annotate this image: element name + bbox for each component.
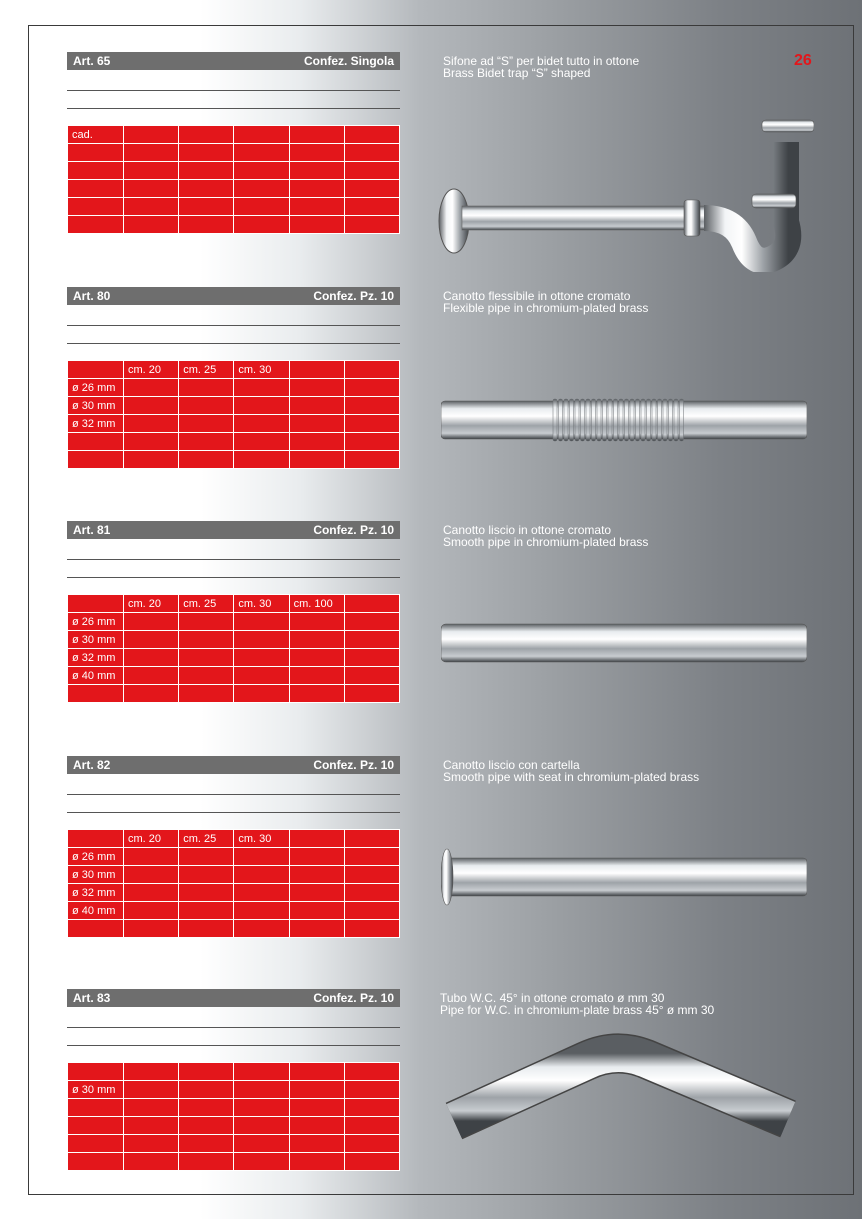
table-row (68, 830, 400, 848)
table-cell (234, 902, 289, 920)
table-cell (344, 1081, 399, 1099)
table-cell (344, 685, 399, 703)
article-code: Art. 80 (73, 289, 111, 303)
table-row (68, 162, 400, 180)
divider-line (67, 343, 400, 344)
table-cell (289, 180, 344, 198)
table-cell (124, 1081, 179, 1099)
table-row (68, 198, 400, 216)
table-cell (344, 884, 399, 902)
table-cell (234, 631, 289, 649)
table-cell (344, 144, 399, 162)
product-section (0, 989, 862, 1219)
table-cell (344, 361, 399, 379)
table-cell (68, 162, 124, 180)
divider-line (67, 559, 400, 560)
table-cell (179, 613, 234, 631)
product-description (443, 55, 843, 79)
description-italian: Sifone ad “S” per bidet tutto in ottone (443, 54, 640, 68)
table-cell (179, 1099, 234, 1117)
table-cell (289, 884, 344, 902)
table-cell (124, 902, 179, 920)
table-cell (179, 1063, 234, 1081)
description-english: Brass Bidet trap “S” shaped (443, 66, 591, 80)
table-cell: ø 26 mm (68, 379, 124, 397)
description-english: Flexible pipe in chromium-plated brass (443, 301, 649, 315)
table-cell (68, 433, 124, 451)
table-cell: cm. 20 (124, 595, 179, 613)
table-row (68, 379, 400, 397)
table-cell (289, 631, 344, 649)
table-cell (344, 1117, 399, 1135)
table-cell (289, 685, 344, 703)
table-cell (124, 848, 179, 866)
table-cell (289, 162, 344, 180)
page-number: 26 (794, 52, 812, 69)
product-section (0, 287, 862, 517)
table-cell: cm. 30 (234, 361, 289, 379)
table-cell (289, 433, 344, 451)
table-cell (179, 1081, 234, 1099)
table-cell (124, 180, 179, 198)
table-cell (344, 830, 399, 848)
price-table (67, 125, 400, 234)
table-cell (179, 848, 234, 866)
table-cell (179, 451, 234, 469)
packaging-info: Confez. Pz. 10 (313, 289, 394, 303)
s-trap-bidet-siphon-image (434, 82, 814, 277)
table-cell (179, 379, 234, 397)
table-cell (289, 1099, 344, 1117)
table-cell (289, 866, 344, 884)
table-cell (344, 397, 399, 415)
product-description (443, 524, 843, 548)
table-cell (124, 631, 179, 649)
table-cell (179, 216, 234, 234)
table-cell (289, 1117, 344, 1135)
table-row (68, 848, 400, 866)
table-cell (124, 451, 179, 469)
table-cell (179, 1153, 234, 1171)
table-cell (234, 1099, 289, 1117)
table-cell (234, 415, 289, 433)
table-cell (344, 162, 399, 180)
product-section (0, 521, 862, 751)
table-cell (234, 848, 289, 866)
table-cell: cm. 25 (179, 361, 234, 379)
table-cell (344, 433, 399, 451)
table-cell: ø 32 mm (68, 649, 124, 667)
table-cell (124, 216, 179, 234)
table-cell (234, 198, 289, 216)
table-cell (179, 1135, 234, 1153)
article-header-bar (67, 287, 400, 305)
table-row (68, 433, 400, 451)
table-cell (234, 397, 289, 415)
table-row (68, 613, 400, 631)
table-cell (68, 1063, 124, 1081)
table-cell (344, 866, 399, 884)
table-cell (344, 667, 399, 685)
table-cell (68, 1099, 124, 1117)
table-cell (124, 379, 179, 397)
table-cell (124, 144, 179, 162)
table-cell (344, 1153, 399, 1171)
table-cell (68, 1135, 124, 1153)
table-row (68, 1117, 400, 1135)
table-row (68, 126, 400, 144)
article-header-bar (67, 521, 400, 539)
table-cell (344, 631, 399, 649)
table-row (68, 667, 400, 685)
table-cell (344, 902, 399, 920)
table-row (68, 144, 400, 162)
table-cell (344, 126, 399, 144)
divider-line (67, 325, 400, 326)
table-cell (179, 433, 234, 451)
table-cell (124, 433, 179, 451)
table-cell (68, 685, 124, 703)
table-row (68, 397, 400, 415)
table-cell (234, 920, 289, 938)
packaging-info: Confez. Pz. 10 (313, 523, 394, 537)
table-cell: cm. 30 (234, 595, 289, 613)
divider-line (67, 108, 400, 109)
table-cell (68, 595, 124, 613)
table-row (68, 866, 400, 884)
table-cell: ø 30 mm (68, 866, 124, 884)
table-row (68, 902, 400, 920)
table-cell: ø 26 mm (68, 848, 124, 866)
table-cell (289, 397, 344, 415)
article-code: Art. 82 (73, 758, 111, 772)
table-row (68, 920, 400, 938)
table-cell (179, 902, 234, 920)
table-row (68, 631, 400, 649)
packaging-info: Confez. Singola (304, 54, 394, 68)
table-cell (344, 649, 399, 667)
table-cell (179, 920, 234, 938)
table-cell (344, 198, 399, 216)
table-cell (179, 198, 234, 216)
table-cell (68, 361, 124, 379)
table-cell (124, 685, 179, 703)
price-table (67, 1062, 400, 1171)
table-cell (124, 1063, 179, 1081)
article-header-bar (67, 52, 400, 70)
table-cell (234, 649, 289, 667)
wc-pipe-45-degree-image (436, 1029, 806, 1150)
table-row (68, 216, 400, 234)
table-cell (234, 884, 289, 902)
table-cell (289, 379, 344, 397)
table-cell (344, 1063, 399, 1081)
table-cell (124, 1117, 179, 1135)
table-cell (344, 920, 399, 938)
divider-line (67, 1027, 400, 1028)
table-cell (68, 198, 124, 216)
table-cell (179, 884, 234, 902)
table-cell (179, 397, 234, 415)
description-italian: Tubo W.C. 45° in ottone cromato ø mm 30 (440, 991, 665, 1005)
table-cell (179, 631, 234, 649)
table-cell: ø 32 mm (68, 884, 124, 902)
product-description (443, 759, 843, 783)
table-cell: cad. (68, 126, 124, 144)
table-row (68, 1153, 400, 1171)
table-cell (124, 126, 179, 144)
product-section (0, 52, 862, 282)
table-cell (234, 126, 289, 144)
table-cell (124, 162, 179, 180)
table-cell (234, 613, 289, 631)
table-row (68, 685, 400, 703)
table-cell (234, 216, 289, 234)
table-cell (289, 830, 344, 848)
table-cell: cm. 25 (179, 830, 234, 848)
table-cell (234, 1063, 289, 1081)
table-cell (289, 126, 344, 144)
table-cell (179, 667, 234, 685)
table-row (68, 180, 400, 198)
table-cell (234, 144, 289, 162)
article-code: Art. 81 (73, 523, 111, 537)
table-cell (124, 667, 179, 685)
price-table (67, 829, 400, 938)
table-cell: cm. 25 (179, 595, 234, 613)
divider-line (67, 90, 400, 91)
article-header-bar (67, 989, 400, 1007)
description-italian: Canotto liscio con cartella (443, 758, 580, 772)
description-italian: Canotto flessibile in ottone cromato (443, 289, 631, 303)
description-italian: Canotto liscio in ottone cromato (443, 523, 612, 537)
table-cell: ø 26 mm (68, 613, 124, 631)
table-cell (68, 1153, 124, 1171)
product-description (440, 992, 840, 1016)
article-header-bar (67, 756, 400, 774)
table-cell (289, 613, 344, 631)
divider-line (67, 1045, 400, 1046)
table-cell (68, 920, 124, 938)
table-cell: ø 30 mm (68, 397, 124, 415)
table-cell (179, 866, 234, 884)
packaging-info: Confez. Pz. 10 (313, 758, 394, 772)
table-cell (289, 667, 344, 685)
price-table (67, 360, 400, 469)
divider-line (67, 794, 400, 795)
table-row (68, 1063, 400, 1081)
description-english: Smooth pipe in chromium-plated brass (443, 535, 649, 549)
table-cell (234, 433, 289, 451)
table-cell (124, 884, 179, 902)
table-cell (289, 451, 344, 469)
table-cell (289, 198, 344, 216)
table-cell (68, 216, 124, 234)
table-cell (289, 1063, 344, 1081)
table-cell (289, 216, 344, 234)
table-cell: ø 40 mm (68, 902, 124, 920)
price-table (67, 594, 400, 703)
table-cell (124, 866, 179, 884)
table-cell (124, 1153, 179, 1171)
table-row (68, 884, 400, 902)
table-cell: ø 30 mm (68, 631, 124, 649)
table-cell (68, 1117, 124, 1135)
table-cell (344, 613, 399, 631)
divider-line (67, 577, 400, 578)
table-cell: ø 30 mm (68, 1081, 124, 1099)
table-cell (289, 415, 344, 433)
table-cell (179, 180, 234, 198)
smooth-pipe-image (441, 621, 807, 670)
table-cell: cm. 20 (124, 361, 179, 379)
table-row (68, 1081, 400, 1099)
table-cell (179, 649, 234, 667)
article-code: Art. 83 (73, 991, 111, 1005)
table-cell (344, 595, 399, 613)
table-cell (344, 379, 399, 397)
table-cell (344, 216, 399, 234)
description-english: Pipe for W.C. in chromium-plate brass 45° ø mm 30 (440, 1003, 715, 1017)
table-cell (234, 1117, 289, 1135)
article-code: Art. 65 (73, 54, 111, 68)
table-cell (124, 920, 179, 938)
table-cell (179, 144, 234, 162)
table-cell (344, 1135, 399, 1153)
table-row (68, 595, 400, 613)
table-row (68, 415, 400, 433)
divider-line (67, 812, 400, 813)
product-section (0, 756, 862, 986)
table-cell (179, 162, 234, 180)
table-cell (344, 1099, 399, 1117)
table-cell (234, 180, 289, 198)
description-english: Smooth pipe with seat in chromium-plated brass (443, 770, 700, 784)
table-cell (289, 361, 344, 379)
table-cell (124, 415, 179, 433)
table-cell (289, 848, 344, 866)
flexible-pipe-image (441, 397, 807, 448)
table-cell: cm. 20 (124, 830, 179, 848)
table-cell (179, 1117, 234, 1135)
table-cell (289, 144, 344, 162)
table-cell (234, 451, 289, 469)
table-row (68, 451, 400, 469)
table-cell (124, 1099, 179, 1117)
table-cell (289, 1153, 344, 1171)
table-cell (179, 415, 234, 433)
table-cell (289, 1135, 344, 1153)
table-cell (124, 198, 179, 216)
table-cell (344, 451, 399, 469)
table-cell (68, 451, 124, 469)
table-cell (234, 1153, 289, 1171)
table-cell: ø 40 mm (68, 667, 124, 685)
table-cell: cm. 100 (289, 595, 344, 613)
table-row (68, 361, 400, 379)
smooth-pipe-with-seat-image (441, 846, 807, 911)
table-cell (234, 685, 289, 703)
table-cell (68, 830, 124, 848)
table-cell (344, 180, 399, 198)
table-cell (124, 613, 179, 631)
table-cell (344, 415, 399, 433)
table-cell (289, 902, 344, 920)
table-cell (124, 1135, 179, 1153)
table-cell (289, 649, 344, 667)
table-cell (344, 848, 399, 866)
table-cell (234, 1135, 289, 1153)
table-cell (234, 379, 289, 397)
table-cell: ø 32 mm (68, 415, 124, 433)
table-cell (234, 162, 289, 180)
table-cell (234, 667, 289, 685)
table-cell (234, 1081, 289, 1099)
table-cell (68, 144, 124, 162)
table-row (68, 1099, 400, 1117)
product-description (443, 290, 843, 314)
table-cell (68, 180, 124, 198)
table-cell (179, 685, 234, 703)
table-cell (234, 866, 289, 884)
table-cell (289, 1081, 344, 1099)
table-cell: cm. 30 (234, 830, 289, 848)
table-cell (179, 126, 234, 144)
table-row (68, 649, 400, 667)
table-row (68, 1135, 400, 1153)
table-cell (124, 649, 179, 667)
packaging-info: Confez. Pz. 10 (313, 991, 394, 1005)
table-cell (124, 397, 179, 415)
table-cell (289, 920, 344, 938)
